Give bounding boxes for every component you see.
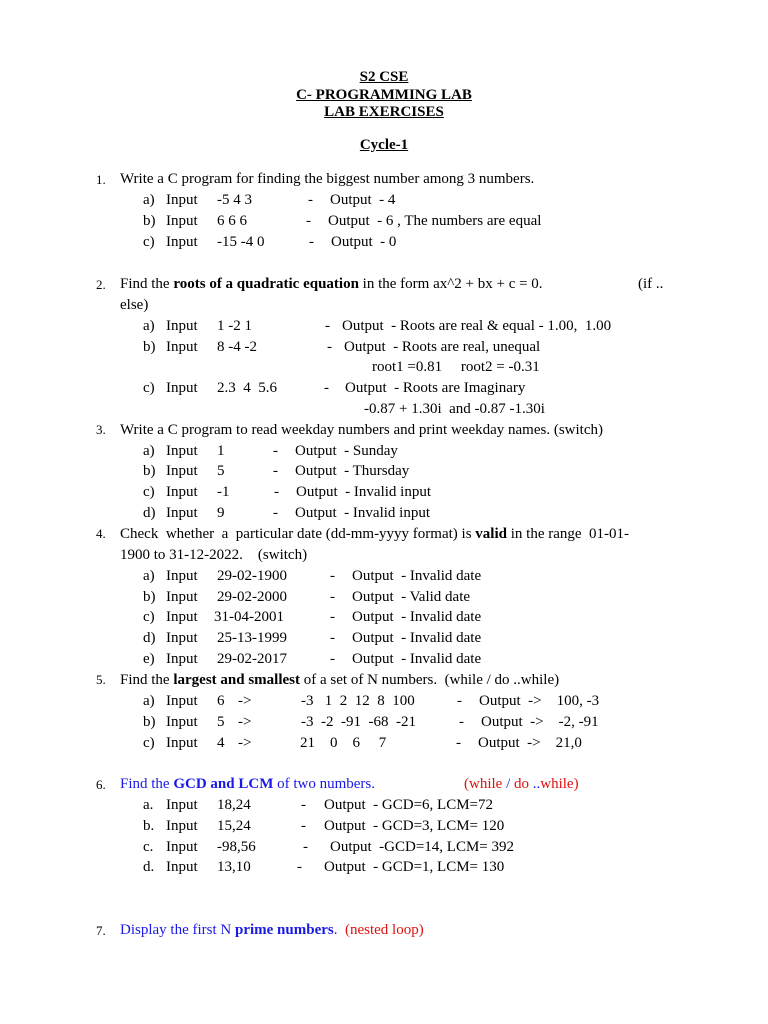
q1-text: Write a C program for finding the biggest number among 3 numbers.	[120, 171, 535, 187]
q3-text: Write a C program to read weekday numbers and print weekday names. (switch)	[120, 422, 603, 438]
lab-title: C- PROGRAMMING LAB	[296, 87, 472, 103]
q2-item-c-roots: -0.87 + 1.30i and -0.87 -1.30i	[364, 401, 545, 417]
q1-number: 1.	[96, 172, 106, 187]
q2-number: 2.	[96, 277, 106, 292]
q5-text: Find the largest and smallest of a set of N numbers. (while / do ..while)	[120, 672, 560, 688]
q4-number: 4.	[96, 526, 106, 541]
q2-text-cont: else)	[120, 297, 149, 313]
q5-number: 5.	[96, 672, 106, 687]
q2-text: Find the roots of a quadratic equation in the form ax^2 + bx + c = 0.	[120, 276, 543, 292]
q7-number: 7.	[96, 923, 106, 938]
q2-hint: (if ..	[638, 276, 664, 292]
q6-hint: (while / do ..while)	[464, 776, 579, 792]
q4-text: Check whether a particular date (dd-mm-yyyy format) is valid in the range 01-01-	[120, 526, 630, 542]
q6-text: Find the GCD and LCM of two numbers.	[120, 776, 376, 792]
exercises-title: LAB EXERCISES	[324, 104, 444, 120]
q4-text-cont: 1900 to 31-12-2022. (switch)	[120, 547, 308, 563]
q2-item-b-roots: root1 =0.81 root2 = -0.31	[372, 359, 540, 375]
q3-number: 3.	[96, 422, 106, 437]
q7-text: Display the first N prime numbers. (nested loop)	[120, 922, 424, 938]
cycle-title: Cycle-1	[359, 137, 409, 153]
q7-hint: (nested loop)	[344, 922, 424, 938]
q6-number: 6.	[96, 777, 106, 792]
course-title: S2 CSE	[359, 69, 409, 85]
